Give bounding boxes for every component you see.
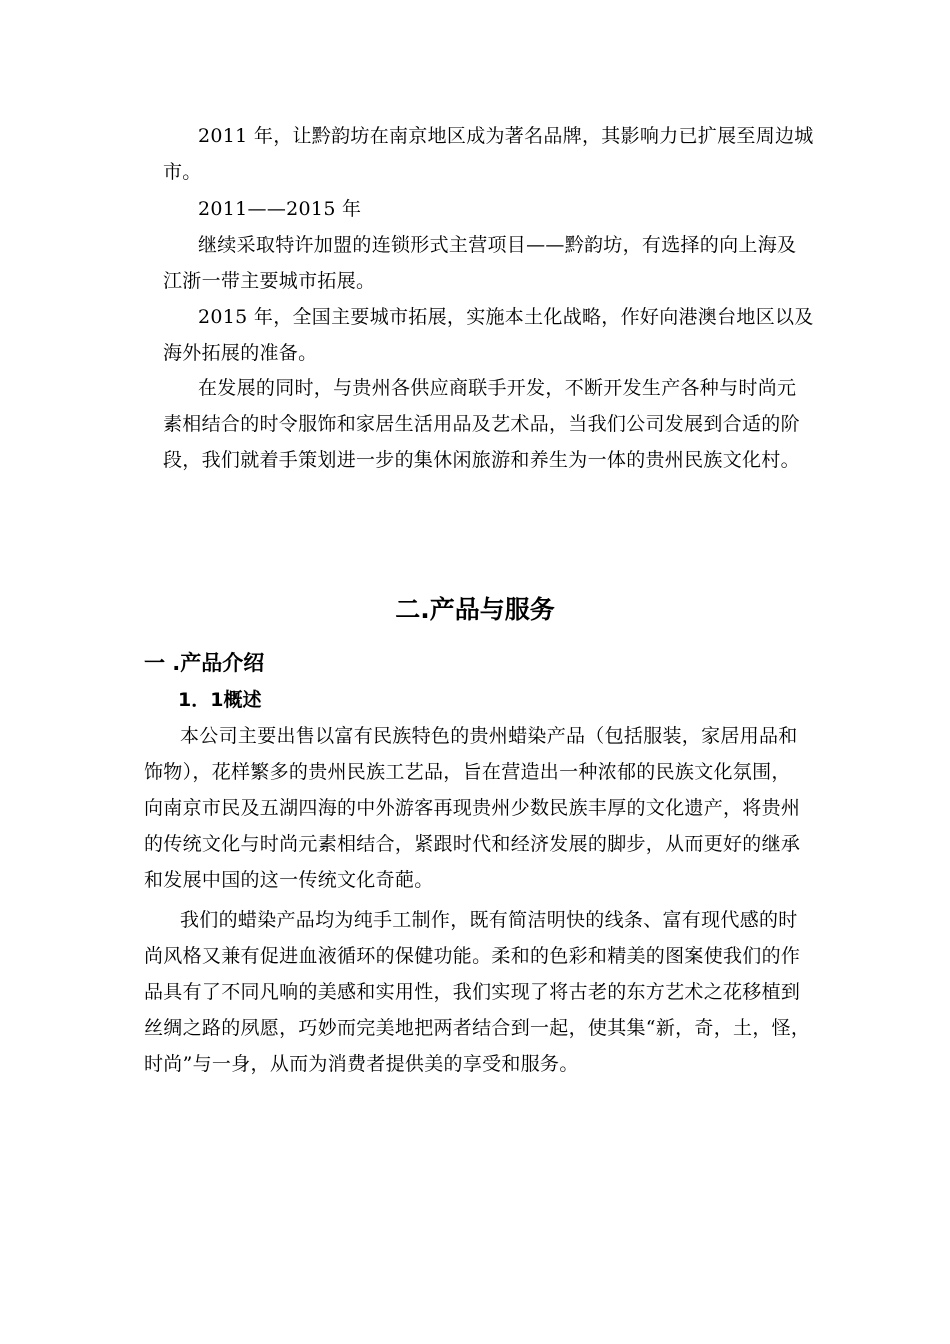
paragraph-line: 继续采取特许加盟的连锁形式主营项目——黔韵坊，有选择的向上海及 — [198, 234, 797, 256]
chapter-title: 二.产品与服务 — [395, 595, 555, 624]
paragraph-line: 尚风格又兼有促进血液循环的保健功能。柔和的色彩和精美的图案使我们的作 — [144, 945, 801, 967]
paragraph-line: 品具有了不同凡响的美感和实用性，我们实现了将古老的东方艺术之花移植到 — [144, 981, 801, 1003]
paragraph-line: 饰物），花样繁多的贵州民族工艺品，旨在营造出一种浓郁的民族文化氛围， — [144, 761, 791, 783]
subsection-title: 1．1概述 — [178, 689, 262, 711]
paragraph-line: 素相结合的时令服饰和家居生活用品及艺术品，当我们公司发展到合适的阶 — [163, 413, 800, 435]
paragraph-line: 本公司主要出售以富有民族特色的贵州蜡染产品（包括服装，家居用品和 — [180, 725, 798, 747]
paragraph-line: 时尚”与一身，从而为消费者提供美的享受和服务。 — [144, 1053, 579, 1075]
paragraph-line: 丝绸之路的夙愿，巧妙而完美地把两者结合到一起，使其集“新，奇，土，怪， — [144, 1017, 811, 1039]
paragraph-line: 段，我们就着手策划进一步的集休闲旅游和养生为一体的贵州民族文化村。 — [163, 449, 800, 471]
paragraph-line: 江浙一带主要城市拓展。 — [163, 270, 376, 292]
paragraph-line: 2011 年，让黔韵坊在南京地区成为著名品牌，其影响力已扩展至周边城 — [198, 125, 814, 147]
paragraph-line: 我们的蜡染产品均为纯手工制作，既有简洁明快的线条、富有现代感的时 — [180, 909, 798, 931]
paragraph-line: 海外拓展的准备。 — [163, 342, 318, 364]
paragraph-line: 在发展的同时，与贵州各供应商联手开发，不断开发生产各种与时尚元 — [198, 377, 797, 399]
paragraph-line: 2011——2015 年 — [198, 198, 362, 220]
paragraph-line: 的传统文化与时尚元素相结合，紧跟时代和经济发展的脚步，从而更好的继承 — [144, 833, 801, 855]
paragraph-line: 市。 — [163, 161, 202, 183]
paragraph-line: 向南京市民及五湖四海的中外游客再现贵州少数民族丰厚的文化遗产，将贵州 — [144, 797, 801, 819]
paragraph-line: 2015 年，全国主要城市拓展，实施本土化战略，作好向港澳台地区以及 — [198, 306, 814, 328]
paragraph-line: 和发展中国的这一传统文化奇葩。 — [144, 869, 434, 891]
section-title: 一 .产品介绍 — [144, 651, 265, 675]
